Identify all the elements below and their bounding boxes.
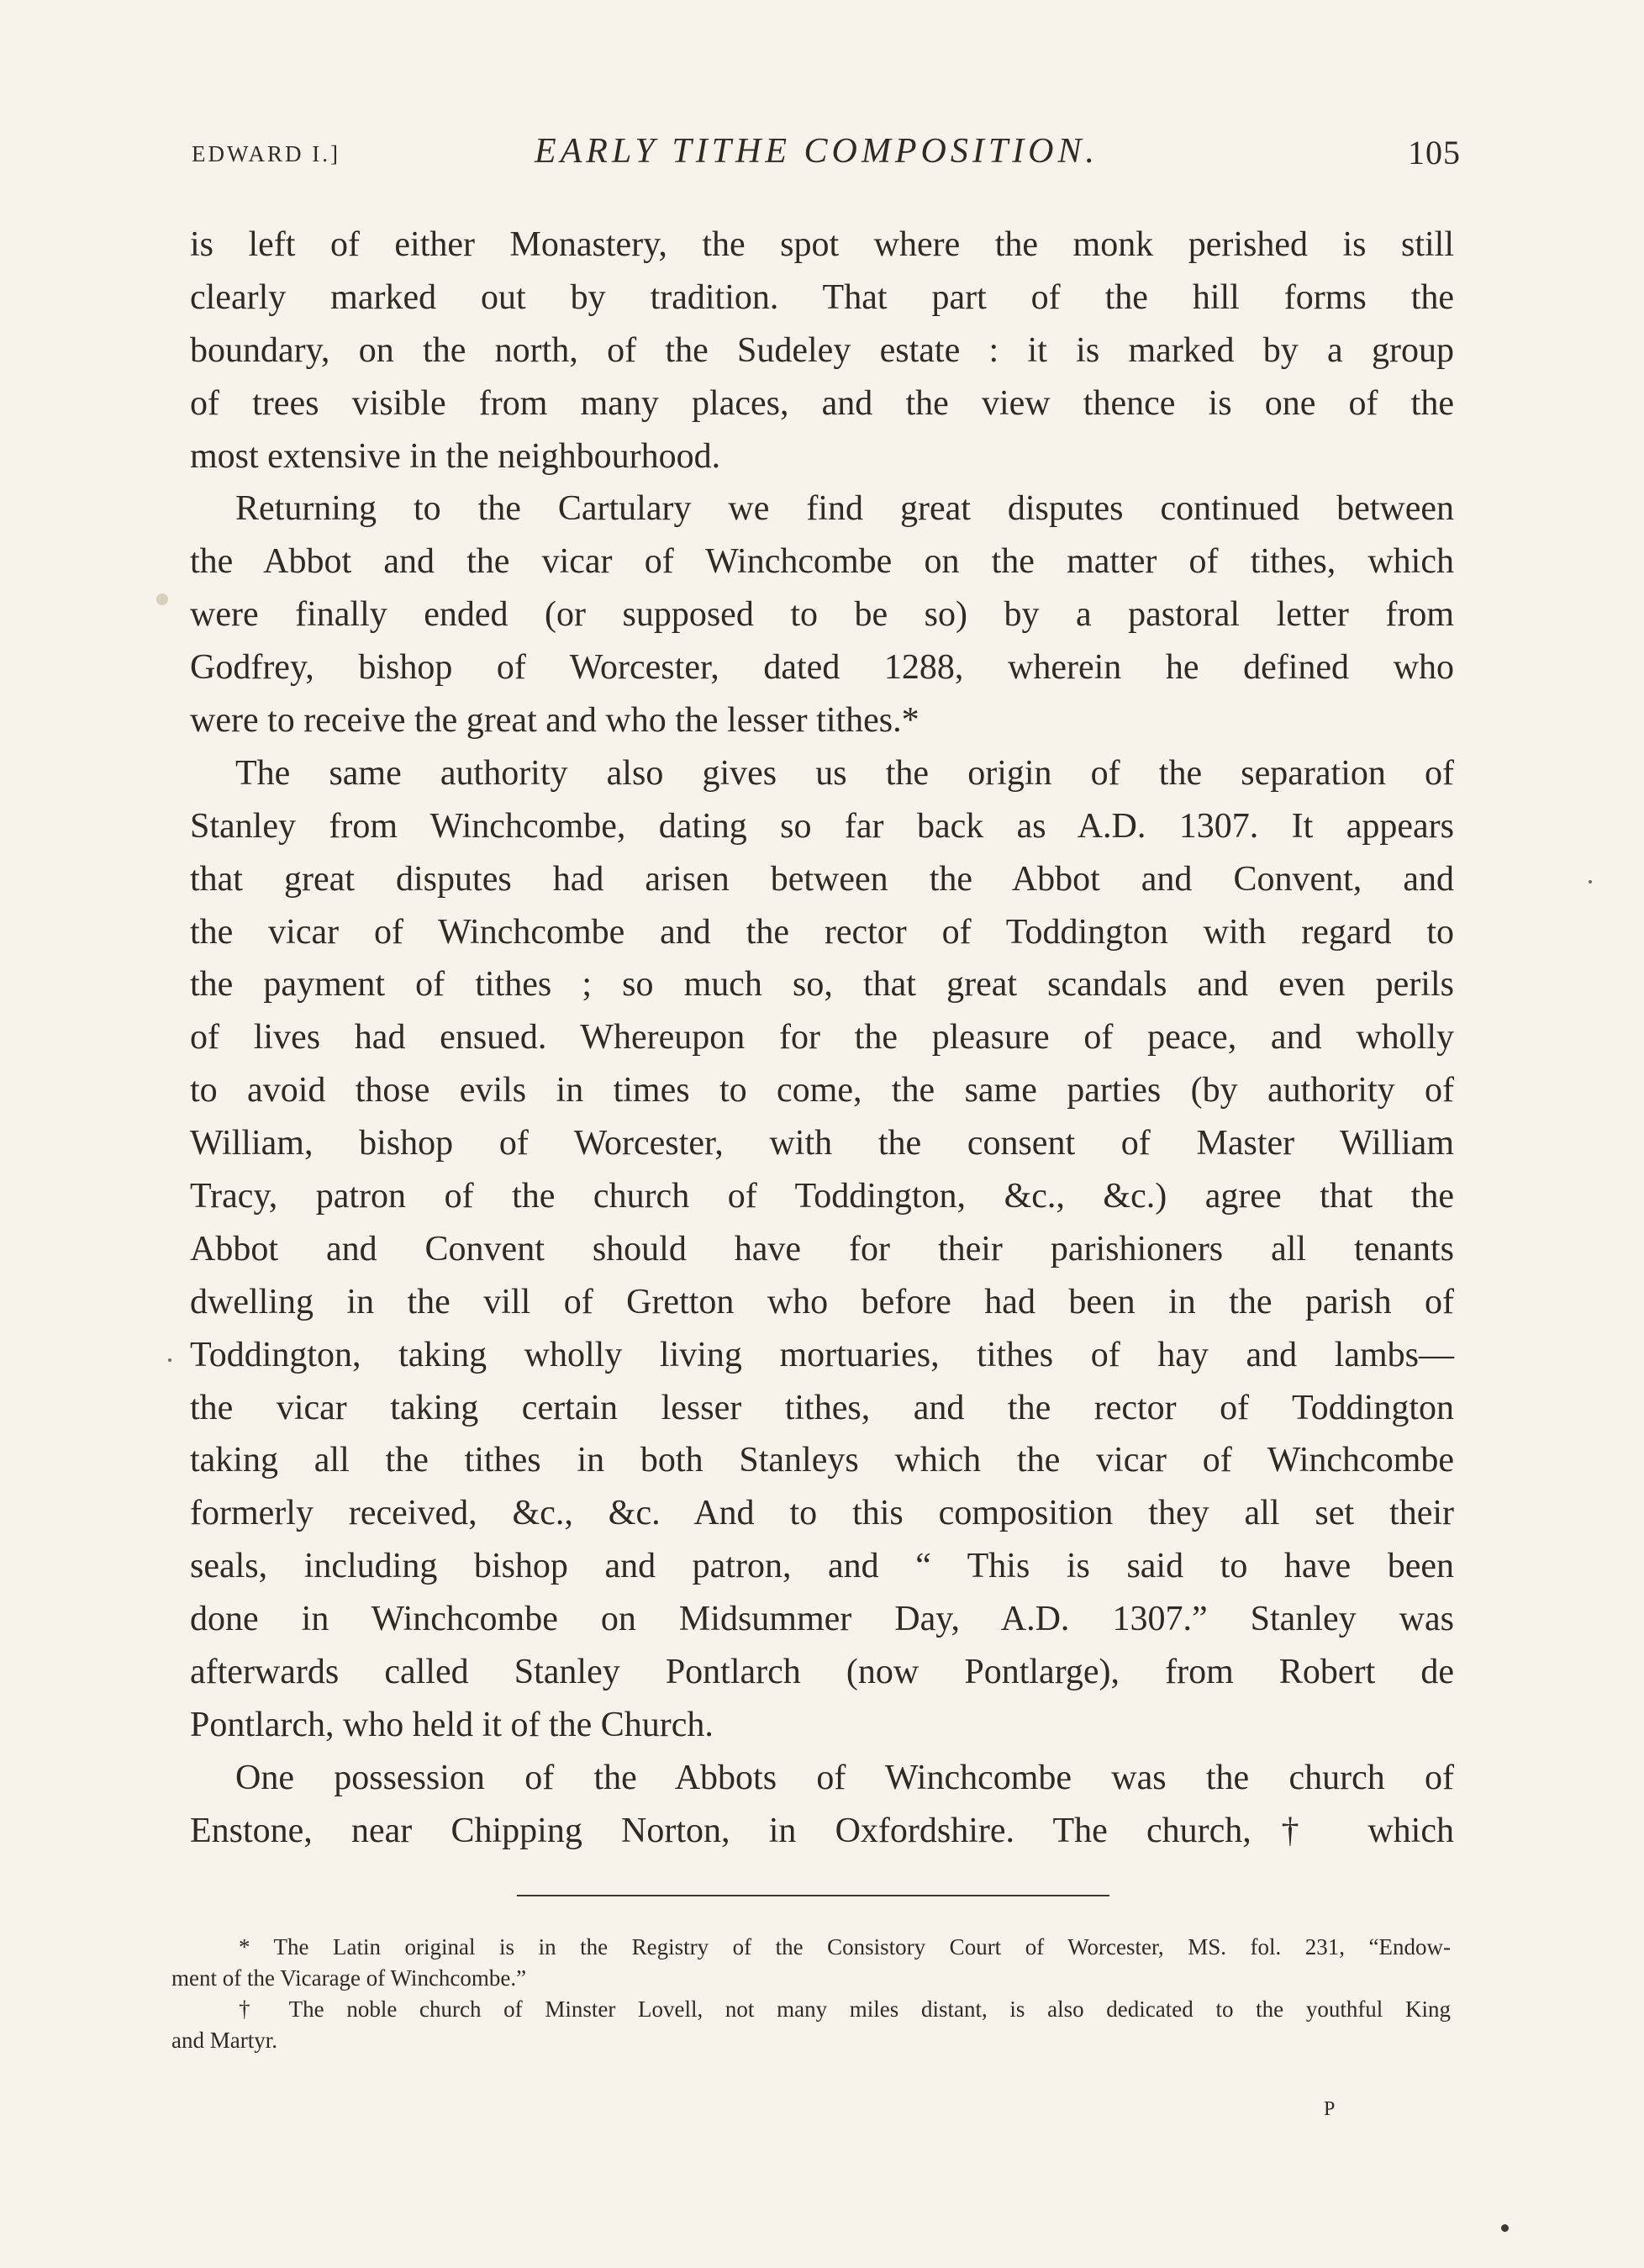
text-line: the Abbot and the vicar of Winchcombe on the matter of tithes, which [190,542,1454,582]
text-line: were finally ended (or supposed to be so) by a pastoral letter from [190,595,1454,635]
page-title: EARLY TITHE COMPOSITION. [535,132,1099,171]
text-line: that great disputes had arisen between the Abbot and Convent, and [190,859,1454,899]
footnote-line: * The Latin original is in the Registry of the Consistory Court of Worcester, MS. fol. 231, “Endow- [239,1934,1451,1959]
text-line: Abbot and Convent should have for their parishioners all tenants [190,1229,1454,1268]
text-line: seals, including bishop and patron, and “ This is said to have been [190,1547,1454,1586]
page-number: 105 [1408,134,1461,171]
running-head [192,124,1461,192]
text-line: Enstone, near Chipping Norton, in Oxfordshire. The church,† which [190,1811,1454,1850]
footnote-line: † The noble church of Minster Lovell, not many miles distant, is also dedicated to the youthful King [239,1996,1451,2022]
text-line: Returning to the Cartulary we find great disputes continued between [235,489,1454,529]
footnotes [171,1932,1451,2056]
text-line: the vicar taking certain lesser tithes, and the rector of Toddington [190,1388,1454,1427]
chapter-reference: EDWARD I.] [192,141,340,166]
ink-speck [1501,2224,1509,2232]
text-line: taking all the tithes in both Stanleys which the vicar of Winchcombe [190,1441,1454,1480]
text-line: afterwards called Stanley Pontlarch (now Pontlarge), from Robert de [190,1653,1454,1692]
footnote-line: and Martyr. [171,2028,277,2053]
text-line: of lives had ensued. Whereupon for the pleasure of peace, and wholly [190,1018,1454,1058]
text-line: Godfrey, bishop of Worcester, dated 1288, wherein he defined who [190,648,1454,688]
text-line: to avoid those evils in times to come, the same parties (by authority of [190,1071,1454,1110]
paper-stain [156,593,168,605]
text-line: The same authority also gives us the origin of the separation of [235,753,1454,793]
text-line: Toddington, taking wholly living mortuaries, tithes of hay and lambs— [190,1335,1454,1374]
text-line: formerly received, &c., &c. And to this composition they all set their [190,1494,1454,1533]
text-line: is left of either Monastery, the spot where the monk perished is still [190,225,1454,264]
text-line: most extensive in the neighbourhood. [190,436,721,476]
ink-speck [1589,880,1592,883]
text-line: were to receive the great and who the lesser tithes.* [190,701,919,741]
text-line: of trees visible from many places, and the view thence is one of the [190,383,1454,423]
text-line: Tracy, patron of the church of Toddington, &c., &c.) agree that the [190,1177,1454,1216]
footnote-line: ment of the Vicarage of Winchcombe.” [171,1965,527,1991]
text-line: dwelling in the vill of Gretton who before had been in the parish of [190,1282,1454,1321]
text-line: Pontlarch, who held it of the Church. [190,1705,714,1744]
text-line: the vicar of Winchcombe and the rector of Toddington with regard to [190,912,1454,952]
text-line: boundary, on the north, of the Sudeley estate : it is marked by a group [190,330,1454,370]
main-text [190,219,1454,1858]
text-line: done in Winchcombe on Midsummer Day, A.D. 1307.” Stanley was [190,1600,1454,1639]
text-line: William, bishop of Worcester, with the consent of Master William [190,1124,1454,1163]
text-line: clearly marked out by tradition. That part of the hill forms the [190,277,1454,317]
text-line: One possession of the Abbots of Winchcombe was the church of [235,1758,1454,1797]
footnote-divider [517,1895,1109,1896]
ink-speck [168,1358,171,1362]
text-line: Stanley from Winchcombe, dating so far back as A.D. 1307. It appears [190,806,1454,846]
signature-mark: P [1324,2098,1337,2120]
text-line: the payment of tithes ; so much so, that great scandals and even perils [190,965,1454,1005]
